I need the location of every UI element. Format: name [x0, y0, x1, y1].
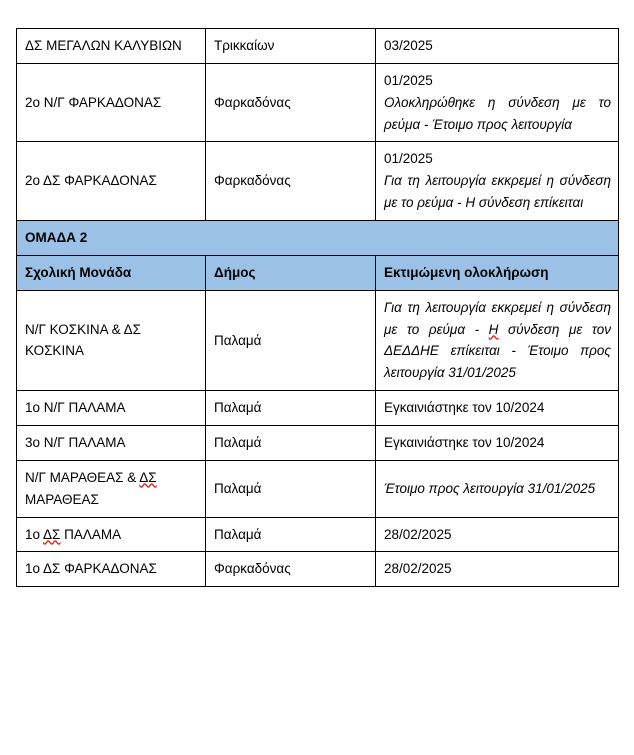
completion-note-part-c: σύνδεση με τον ΔΕΔΔΗΕ επίκειται - Έτοιμο προς λειτουργία 31/01/2025 [384, 321, 611, 381]
cell-school [17, 517, 206, 552]
table-row [17, 517, 619, 552]
cell-completion: Έτοιμο προς λειτουργία 31/01/2025 [376, 460, 619, 517]
school-text-a: Ν/Γ ΜΑΡΑΘΕΑΣ & [25, 469, 140, 485]
school-misspelled: ΔΣ [139, 469, 157, 485]
cell-completion: 28/02/2025 [376, 552, 619, 587]
table-row [17, 63, 619, 142]
school-line-2: ΜΑΡΑΘΕΑΣ [25, 491, 99, 507]
column-header-school: Σχολική Μονάδα [17, 255, 206, 290]
table-row [17, 426, 619, 461]
group-label: ΟΜΑΔΑ 2 [17, 221, 619, 256]
completion-note: Για τη λειτουργία εκκρεμεί η σύνδεση με το ρεύμα - Η σύνδεση επίκειται [384, 173, 611, 211]
table-row [17, 290, 619, 390]
cell-school: 2ο ΔΣ ΦΑΡΚΑΔΟΝΑΣ [17, 142, 206, 221]
table-row [17, 391, 619, 426]
school-misspelled: ΔΣ [43, 526, 61, 542]
cell-municipality: Φαρκαδόνας [206, 63, 376, 142]
column-header-row [17, 255, 619, 290]
cell-school: 1ο ΔΣ ΦΑΡΚΑΔΟΝΑΣ [17, 552, 206, 587]
cell-school [17, 460, 206, 517]
school-line-1: Ν/Γ ΚΟΣΚΙΝΑ & ΔΣ [25, 321, 142, 337]
completion-note: Ολοκληρώθηκε η σύνδεση με το ρεύμα - Έτοιμο προς λειτουργία [384, 94, 611, 132]
table-row [17, 460, 619, 517]
completion-note-misspelled: Η [488, 321, 499, 337]
cell-school: 2ο Ν/Γ ΦΑΡΚΑΔΟΝΑΣ [17, 63, 206, 142]
school-text-c: ΠΑΛΑΜΑ [60, 526, 122, 542]
cell-municipality: Φαρκαδόνας [206, 552, 376, 587]
school-line-2: ΚΟΣΚΙΝΑ [25, 343, 84, 359]
cell-municipality: Παλαμά [206, 517, 376, 552]
cell-completion [376, 29, 619, 64]
cell-school [17, 290, 206, 390]
cell-school: 3ο Ν/Γ ΠΑΛΑΜΑ [17, 426, 206, 461]
school-text-a: 1ο [25, 526, 44, 542]
table-row [17, 29, 619, 64]
cell-school: 1ο Ν/Γ ΠΑΛΑΜΑ [17, 391, 206, 426]
cell-municipality: Παλαμά [206, 426, 376, 461]
cell-completion [376, 142, 619, 221]
table-row [17, 142, 619, 221]
completion-note-part-a: Για τη λειτουργία εκκρεμεί η σύνδεση με το ρεύμα - [384, 299, 611, 337]
cell-school: ΔΣ ΜΕΓΑΛΩΝ ΚΑΛΥΒΙΩΝ [17, 29, 206, 64]
column-header-municipality: Δήμος [206, 255, 376, 290]
cell-completion [376, 63, 619, 142]
cell-completion [376, 290, 619, 390]
column-header-completion: Εκτιμώμενη ολοκλήρωση [376, 255, 619, 290]
school-line-1 [25, 467, 198, 489]
table-row [17, 552, 619, 587]
completion-date: 01/2025 [384, 72, 433, 88]
completion-date: 03/2025 [384, 38, 433, 53]
schools-table [16, 28, 619, 587]
cell-completion: Εγκαινιάστηκε τον 10/2024 [376, 391, 619, 426]
completion-date: 01/2025 [384, 151, 433, 167]
cell-municipality: Παλαμά [206, 460, 376, 517]
cell-completion: 28/02/2025 [376, 517, 619, 552]
cell-municipality: Φαρκαδόνας [206, 142, 376, 221]
cell-municipality: Παλαμά [206, 391, 376, 426]
cell-municipality: Τρικκαίων [206, 29, 376, 64]
cell-completion: Εγκαινιάστηκε τον 10/2024 [376, 426, 619, 461]
cell-municipality: Παλαμά [206, 290, 376, 390]
group-header-row [17, 221, 619, 256]
